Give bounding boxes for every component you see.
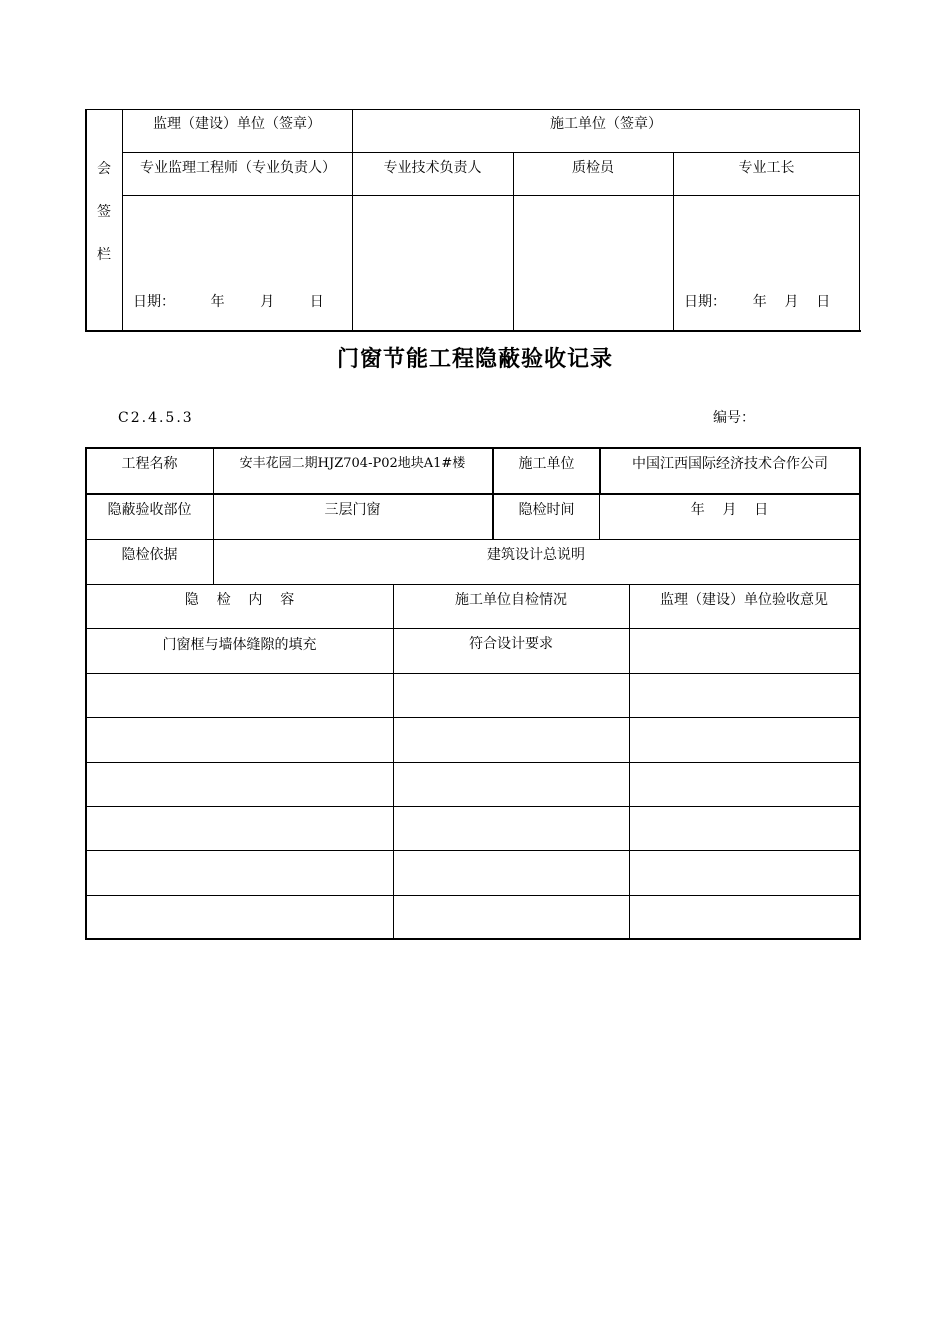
basis-value: 建筑设计总说明 (487, 547, 585, 563)
content-header-items: 隐 检 内 容 (184, 592, 295, 608)
contractor-value: 中国江西国际经济技术合作公司 (632, 456, 828, 472)
content-row-1-self-check: 符合设计要求 (469, 636, 553, 652)
contractor-unit-seal-label: 施工单位（签章） (550, 116, 662, 132)
date-left: 日期： 年 月 日 (133, 294, 324, 310)
content-header-supervisor-opinion: 监理（建设）单位验收意见 (660, 592, 828, 608)
inspector-label: 质检员 (572, 160, 614, 176)
signoff-side-char-1: 会 (97, 161, 111, 177)
content-row-1-item: 门窗框与墙体缝隙的填充 (162, 637, 317, 653)
tech-lead-label: 专业技术负责人 (383, 160, 482, 176)
foreman-label: 专业工长 (738, 160, 795, 176)
form-title: 门窗节能工程隐蔽验收记录 (336, 347, 613, 372)
basis-label: 隐检依据 (121, 547, 178, 563)
signoff-side-char-2: 签 (97, 204, 111, 220)
hidden-part-label: 隐蔽验收部位 (107, 502, 192, 518)
form-code: C2.4.5.3 (118, 410, 194, 426)
signoff-side-char-3: 栏 (97, 247, 111, 263)
supervisor-unit-seal-label: 监理（建设）单位（签章） (153, 116, 321, 132)
date-right: 日期： 年 月 日 (684, 294, 831, 310)
contractor-label: 施工单位 (518, 456, 575, 472)
form-number-label: 编号： (713, 410, 755, 426)
inspect-time-value: 年 月 日 (690, 502, 769, 518)
hidden-part-value: 三层门窗 (324, 502, 381, 518)
content-header-self-check: 施工单位自检情况 (455, 592, 567, 608)
project-name-value: 安丰花园二期HJZ704-P02地块A1#楼 (239, 456, 466, 471)
supervisor-engineer-label: 专业监理工程师（专业负责人） (140, 160, 336, 176)
inspect-time-label: 隐检时间 (518, 502, 575, 518)
project-name-label: 工程名称 (121, 456, 178, 472)
